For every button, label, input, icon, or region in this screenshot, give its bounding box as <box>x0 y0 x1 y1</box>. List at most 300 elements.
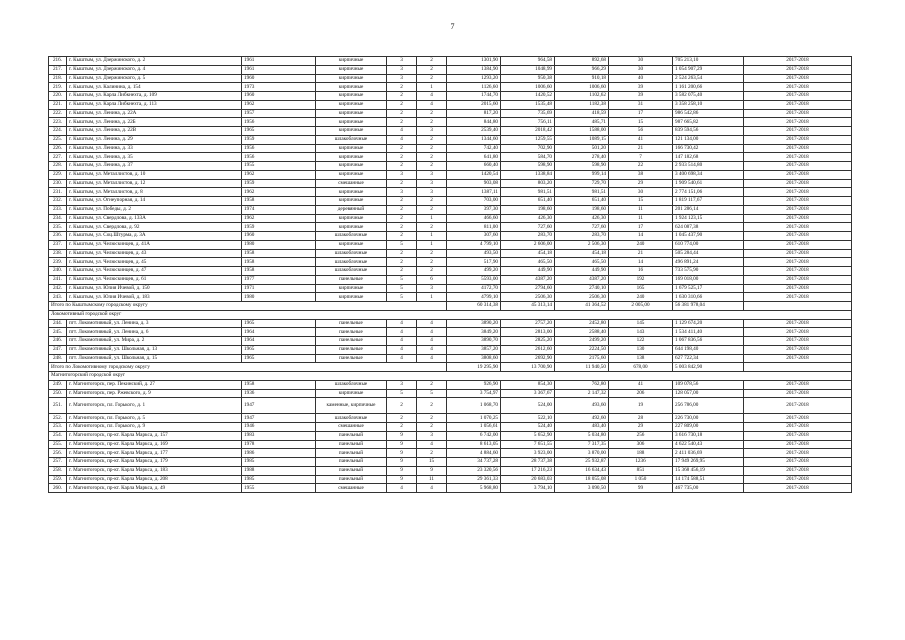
cell-entrances: 9 <box>417 466 447 475</box>
cell-address: г. Кыштым, ул. Победы, д. 2 <box>67 205 242 214</box>
cell-residential-area: 756,11 <box>501 118 555 127</box>
cell-floors: 9 <box>387 440 417 449</box>
cell-entrances: 1 <box>417 240 447 249</box>
cell-total-area: 6 742,00 <box>447 431 501 440</box>
cell-commission-year: 1978 <box>242 440 316 449</box>
cell-commission-year: 1936 <box>242 389 316 398</box>
cell-residents: 30 <box>609 57 673 66</box>
cell-residential-area: 1048,99 <box>501 65 555 74</box>
subtotal-repair-cost: 5 003 842,90 <box>673 363 744 372</box>
cell-commission-year: 1947 <box>242 398 316 414</box>
cell-wall-material: шлакоблочные <box>316 258 387 267</box>
cell-residential-area: 4387,20 <box>501 275 555 284</box>
cell-entrances: 2 <box>417 449 447 458</box>
cell-total-area: 3808,60 <box>447 354 501 363</box>
cell-repair-period: 2017-2018 <box>744 179 852 188</box>
cell-private-area: 2499,20 <box>555 337 609 346</box>
cell-residential-area: 454,18 <box>501 249 555 258</box>
cell-address: г. Кыштым, ул. Челюскинцев, д. 45 <box>67 258 242 267</box>
cell-wall-material: панельный <box>316 458 387 467</box>
table-row <box>49 74 852 83</box>
cell-total-area: 5 968,80 <box>447 484 501 493</box>
cell-residents: 256 <box>609 431 673 440</box>
cell-repair-period: 2017-2018 <box>744 258 852 267</box>
cell-wall-material: шлакоблочные <box>316 267 387 276</box>
table-row <box>49 258 852 267</box>
cell-floors: 2 <box>387 153 417 162</box>
cell-wall-material: кирпичные <box>316 127 387 136</box>
cell-repair-cost: 256 786,00 <box>673 398 744 414</box>
cell-repair-period: 2017-2018 <box>744 275 852 284</box>
cell-repair-cost: 2 411 036,69 <box>673 449 744 458</box>
cell-floors: 2 <box>387 179 417 188</box>
cell-residents: 30 <box>609 188 673 197</box>
cell-repair-period: 2017-2018 <box>744 423 852 432</box>
cell-floors: 5 <box>387 293 417 302</box>
cell-private-area: 1006,60 <box>555 83 609 92</box>
cell-repair-cost: 3 616 730,18 <box>673 431 744 440</box>
cell-private-area: 449,90 <box>555 267 609 276</box>
cell-entrances: 2 <box>417 162 447 171</box>
cell-residential-area: 2692,90 <box>501 354 555 363</box>
subtotal-total-area: 60 314,38 <box>447 302 501 311</box>
cell-residential-area: 198,60 <box>501 205 555 214</box>
cell-address: г. Кыштым, ул. Металлистов, д. 8 <box>67 188 242 197</box>
cell-residential-area: 854,30 <box>501 380 555 389</box>
cell-commission-year: 1965 <box>242 345 316 354</box>
cell-repair-period: 2017-2018 <box>744 144 852 153</box>
cell-residents: 851 <box>609 466 673 475</box>
cell-row-number: 252. <box>49 414 67 423</box>
cell-wall-material: панельный <box>316 475 387 484</box>
cell-commission-year: 1956 <box>242 153 316 162</box>
cell-commission-year: 1955 <box>242 484 316 493</box>
cell-row-number: 228. <box>49 162 67 171</box>
cell-floors: 2 <box>387 223 417 232</box>
cell-residential-area: 651,40 <box>501 197 555 206</box>
cell-floors: 3 <box>387 57 417 66</box>
cell-row-number: 223. <box>49 118 67 127</box>
cell-residential-area: 702,90 <box>501 144 555 153</box>
cell-residential-area: 964,58 <box>501 57 555 66</box>
cell-address: г. Кыштым, ул. Ленина, д. 22А <box>67 109 242 118</box>
cell-repair-cost: 1 819 117,67 <box>673 197 744 206</box>
subtotal-label: Итого по Кыштымскому городскому округу <box>49 302 447 311</box>
table-row <box>49 345 852 354</box>
cell-private-area: 892,68 <box>555 57 609 66</box>
cell-total-area: 499,20 <box>447 267 501 276</box>
cell-total-area: 660,40 <box>447 162 501 171</box>
group-title: Магнитогорский городской округ <box>49 372 852 381</box>
cell-entrances: 4 <box>417 100 447 109</box>
cell-entrances: 2 <box>417 109 447 118</box>
cell-entrances: 4 <box>417 319 447 328</box>
cell-row-number: 260. <box>49 484 67 493</box>
cell-floors: 5 <box>387 284 417 293</box>
cell-row-number: 251. <box>49 398 67 414</box>
cell-total-area: 3890,70 <box>447 337 501 346</box>
cell-residents: 39 <box>609 83 673 92</box>
cell-repair-period: 2017-2018 <box>744 223 852 232</box>
cell-wall-material: каменные, кирпичные <box>316 398 387 414</box>
cell-row-number: 247. <box>49 345 67 354</box>
cell-residents: 11 <box>609 205 673 214</box>
cell-private-area: 4387,20 <box>555 275 609 284</box>
cell-floors: 3 <box>387 65 417 74</box>
cell-wall-material: кирпичные <box>316 153 387 162</box>
cell-repair-period: 2017-2018 <box>744 267 852 276</box>
cell-repair-cost: 1 924 123,15 <box>673 214 744 223</box>
cell-total-area: 1126,60 <box>447 83 501 92</box>
cell-entrances: 2 <box>417 380 447 389</box>
cell-address: г. Кыштым, ул. Свердлова, д. 92 <box>67 223 242 232</box>
cell-row-number: 219. <box>49 83 67 92</box>
table-row <box>49 223 852 232</box>
cell-total-area: 1384,90 <box>447 65 501 74</box>
cell-entrances: 15 <box>417 458 447 467</box>
cell-row-number: 240. <box>49 267 67 276</box>
cell-residential-area: 1006,60 <box>501 83 555 92</box>
cell-residents: 15 <box>609 197 673 206</box>
cell-floors: 2 <box>387 267 417 276</box>
cell-residential-area: 3 923,00 <box>501 449 555 458</box>
cell-wall-material: панельный <box>316 440 387 449</box>
cell-residents: 1236 <box>609 458 673 467</box>
cell-residential-area: 465,50 <box>501 258 555 267</box>
cell-total-area: 2539,40 <box>447 127 501 136</box>
cell-floors: 2 <box>387 258 417 267</box>
table-row <box>49 153 852 162</box>
cell-residents: 165 <box>609 284 673 293</box>
cell-wall-material: панельные <box>316 337 387 346</box>
cell-address: г. Магнитогорск, пр-кт. Карла Маркса, д. 208 <box>67 475 242 484</box>
cell-address: г. Магнитогорск, пр-кт. Карла Маркса, д. 179 <box>67 458 242 467</box>
cell-repair-cost: 467 735,00 <box>673 484 744 493</box>
cell-floors: 4 <box>387 484 417 493</box>
cell-residents: 99 <box>609 484 673 493</box>
cell-residents: 145 <box>609 319 673 328</box>
table-row <box>49 127 852 136</box>
cell-commission-year: 1962 <box>242 188 316 197</box>
cell-total-area: 903,08 <box>447 179 501 188</box>
cell-commission-year: 1958 <box>242 380 316 389</box>
table-row <box>49 466 852 475</box>
cell-floors: 4 <box>387 354 417 363</box>
cell-repair-cost: 169 018,00 <box>673 275 744 284</box>
cell-address: г. Кыштым, ул. Ленина, д. 37 <box>67 162 242 171</box>
table-row <box>49 380 852 389</box>
cell-address: г. Кыштым, ул. Ленина, д. 22В <box>67 127 242 136</box>
cell-floors: 9 <box>387 466 417 475</box>
cell-floors: 4 <box>387 319 417 328</box>
cell-row-number: 220. <box>49 92 67 101</box>
cell-commission-year: 1959 <box>242 179 316 188</box>
cell-private-area: 492,60 <box>555 414 609 423</box>
cell-row-number: 243. <box>49 293 67 302</box>
cell-total-area: 1420,54 <box>447 170 501 179</box>
cell-repair-cost: 2 774 151,06 <box>673 188 744 197</box>
cell-commission-year: 1961 <box>242 57 316 66</box>
cell-wall-material: панельный <box>316 431 387 440</box>
table-row <box>49 440 852 449</box>
cell-private-area: 999,14 <box>555 170 609 179</box>
cell-row-number: 244. <box>49 319 67 328</box>
cell-floors: 2 <box>387 83 417 92</box>
cell-address: г. Кыштым, ул. Калинина, д. 154 <box>67 83 242 92</box>
cell-repair-cost: 733 575,90 <box>673 267 744 276</box>
cell-address: г. Кыштым, ул. Карла Либкнехта, д. 113 <box>67 100 242 109</box>
table-row <box>49 170 852 179</box>
cell-residential-area: 2612,60 <box>501 345 555 354</box>
subtotal-residents: 678,00 <box>609 363 673 372</box>
cell-total-area: 1 068,70 <box>447 398 501 414</box>
cell-repair-period: 2017-2018 <box>744 449 852 458</box>
cell-private-area: 2588,40 <box>555 328 609 337</box>
cell-residents: 39 <box>609 92 673 101</box>
cell-residential-area: 2506,30 <box>501 293 555 302</box>
housing-registry-table <box>48 56 852 493</box>
cell-wall-material: кирпичные <box>316 118 387 127</box>
cell-entrances: 2 <box>417 423 447 432</box>
cell-row-number: 235. <box>49 223 67 232</box>
cell-address: г. Магнитогорск, пер. Ржевского, д. 9 <box>67 389 242 398</box>
cell-private-area: 418,59 <box>555 109 609 118</box>
cell-row-number: 254. <box>49 431 67 440</box>
cell-floors: 3 <box>387 170 417 179</box>
cell-residential-area: 449,90 <box>501 267 555 276</box>
cell-row-number: 218. <box>49 74 67 83</box>
cell-address: г. Кыштым, ул. Металлистов, д. 12 <box>67 179 242 188</box>
cell-wall-material: кирпичные <box>316 144 387 153</box>
cell-entrances: 3 <box>417 127 447 136</box>
cell-wall-material: смешанные <box>316 423 387 432</box>
cell-repair-period: 2017-2018 <box>744 127 852 136</box>
cell-residents: 29 <box>609 179 673 188</box>
cell-repair-cost: 121 134,00 <box>673 135 744 144</box>
cell-wall-material: кирпичные <box>316 92 387 101</box>
cell-total-area: 5593,00 <box>447 275 501 284</box>
cell-wall-material: панельные <box>316 328 387 337</box>
cell-address: г. Магнитогорск, пл. Горького, д. 1 <box>67 398 242 414</box>
cell-repair-cost: 14 174 588,51 <box>673 475 744 484</box>
cell-private-area: 762,80 <box>555 380 609 389</box>
table-row <box>49 319 852 328</box>
table-row <box>49 484 852 493</box>
cell-residential-area: 2794,60 <box>501 284 555 293</box>
cell-row-number: 249. <box>49 380 67 389</box>
cell-row-number: 232. <box>49 197 67 206</box>
cell-entrances: 1 <box>417 232 447 241</box>
table-row <box>49 83 852 92</box>
cell-commission-year: 1964 <box>242 328 316 337</box>
cell-wall-material: кирпичные <box>316 389 387 398</box>
cell-address: пгт. Локомотивный, ул. Школьная, д. 15 <box>67 354 242 363</box>
cell-residents: 206 <box>609 389 673 398</box>
cell-residents: 21 <box>609 144 673 153</box>
cell-commission-year: 1958 <box>242 197 316 206</box>
cell-private-area: 1089,15 <box>555 135 609 144</box>
cell-row-number: 246. <box>49 337 67 346</box>
cell-repair-period: 2017-2018 <box>744 232 852 241</box>
subtotal-empty-cell <box>744 302 852 311</box>
table-row <box>49 431 852 440</box>
cell-address: г. Кыштым, ул. Ленина, д. 35 <box>67 153 242 162</box>
cell-repair-cost: 839 594,56 <box>673 127 744 136</box>
cell-entrances: 2 <box>417 197 447 206</box>
cell-repair-period: 2017-2018 <box>744 414 852 423</box>
subtotal-empty-cell <box>744 363 852 372</box>
cell-address: г. Кыштым, ул. Дзержинского, д. 5 <box>67 74 242 83</box>
cell-commission-year: 1965 <box>242 319 316 328</box>
cell-total-area: 811,00 <box>447 223 501 232</box>
cell-residents: 138 <box>609 354 673 363</box>
cell-private-area: 1102,62 <box>555 92 609 101</box>
cell-row-number: 257. <box>49 458 67 467</box>
cell-total-area: 517,90 <box>447 258 501 267</box>
cell-wall-material: кирпичные <box>316 240 387 249</box>
subtotal-label: Итого по Локомотивному городскому округу <box>49 363 447 372</box>
cell-floors: 4 <box>387 127 417 136</box>
table-row <box>49 354 852 363</box>
cell-entrances: 2 <box>417 135 447 144</box>
cell-row-number: 224. <box>49 127 67 136</box>
subtotal-row <box>49 302 852 311</box>
cell-commission-year: 1959 <box>242 135 316 144</box>
cell-total-area: 742,40 <box>447 144 501 153</box>
cell-repair-cost: 986 542,86 <box>673 109 744 118</box>
cell-total-area: 844,80 <box>447 118 501 127</box>
cell-residential-area: 2813,00 <box>501 328 555 337</box>
cell-repair-cost: 610 774,00 <box>673 240 744 249</box>
cell-repair-period: 2017-2018 <box>744 380 852 389</box>
subtotal-private-area: 41 364,52 <box>555 302 609 311</box>
cell-repair-cost: 1 129 674,20 <box>673 319 744 328</box>
table-row <box>49 214 852 223</box>
cell-entrances: 3 <box>417 170 447 179</box>
cell-row-number: 239. <box>49 258 67 267</box>
table-row <box>49 293 852 302</box>
cell-floors: 4 <box>387 328 417 337</box>
cell-total-area: 397,30 <box>447 205 501 214</box>
cell-wall-material: панельный <box>316 449 387 458</box>
cell-repair-cost: 1 630 310,66 <box>673 293 744 302</box>
cell-private-area: 2175,60 <box>555 354 609 363</box>
table-row <box>49 144 852 153</box>
cell-residents: 14 <box>609 232 673 241</box>
cell-private-area: 493,60 <box>555 398 609 414</box>
cell-entrances: 4 <box>417 354 447 363</box>
table-row <box>49 100 852 109</box>
table-row <box>49 162 852 171</box>
table-row <box>49 240 852 249</box>
cell-repair-cost: 3 358 258,10 <box>673 100 744 109</box>
cell-floors: 2 <box>387 398 417 414</box>
table-row <box>49 449 852 458</box>
cell-residential-area: 17 216,23 <box>501 466 555 475</box>
cell-entrances: 4 <box>417 484 447 493</box>
cell-floors: 2 <box>387 162 417 171</box>
cell-total-area: 3849,20 <box>447 328 501 337</box>
cell-private-area: 2 506,30 <box>555 240 609 249</box>
cell-repair-cost: 15 368 456,19 <box>673 466 744 475</box>
cell-commission-year: 1965 <box>242 127 316 136</box>
cell-repair-cost: 644 198,40 <box>673 345 744 354</box>
cell-residential-area: 727,60 <box>501 223 555 232</box>
cell-total-area: 1 056,61 <box>447 423 501 432</box>
cell-wall-material: шлакоблочные <box>316 232 387 241</box>
cell-repair-cost: 147 182,68 <box>673 153 744 162</box>
subtotal-row <box>49 363 852 372</box>
cell-entrances: 2 <box>417 414 447 423</box>
cell-repair-period: 2017-2018 <box>744 398 852 414</box>
cell-private-area: 2506,30 <box>555 293 609 302</box>
cell-total-area: 2015,60 <box>447 100 501 109</box>
cell-total-area: 493,50 <box>447 249 501 258</box>
cell-floors: 2 <box>387 414 417 423</box>
cell-total-area: 1344,60 <box>447 135 501 144</box>
cell-entrances: 2 <box>417 205 447 214</box>
cell-repair-period: 2017-2018 <box>744 100 852 109</box>
cell-residential-area: 524,00 <box>501 398 555 414</box>
cell-wall-material: шлакоблочные <box>316 414 387 423</box>
cell-repair-period: 2017-2018 <box>744 293 852 302</box>
cell-residential-area: 28 737,38 <box>501 458 555 467</box>
cell-total-area: 4 884,60 <box>447 449 501 458</box>
cell-wall-material: кирпичные <box>316 284 387 293</box>
cell-repair-period: 2017-2018 <box>744 240 852 249</box>
cell-residents: 192 <box>609 275 673 284</box>
cell-row-number: 225. <box>49 135 67 144</box>
cell-residents: 38 <box>609 170 673 179</box>
cell-floors: 5 <box>387 275 417 284</box>
cell-commission-year: 1946 <box>242 423 316 432</box>
cell-row-number: 229. <box>49 170 67 179</box>
cell-row-number: 230. <box>49 179 67 188</box>
cell-commission-year: 1977 <box>242 275 316 284</box>
cell-floors: 4 <box>387 345 417 354</box>
cell-residents: 16 <box>609 267 673 276</box>
cell-commission-year: 1959 <box>242 223 316 232</box>
cell-residents: 41 <box>609 135 673 144</box>
cell-row-number: 259. <box>49 475 67 484</box>
cell-address: г. Магнитогорск, пр-кт. Карла Маркса, д. 169 <box>67 440 242 449</box>
cell-address: г. Кыштым, ул. Челюскинцев, д. 41А <box>67 240 242 249</box>
cell-residential-area: 2018,42 <box>501 127 555 136</box>
cell-repair-period: 2017-2018 <box>744 92 852 101</box>
cell-floors: 3 <box>387 74 417 83</box>
cell-repair-period: 2017-2018 <box>744 214 852 223</box>
cell-commission-year: 1958 <box>242 258 316 267</box>
cell-repair-cost: 201 286,14 <box>673 205 744 214</box>
cell-floors: 2 <box>387 205 417 214</box>
cell-repair-period: 2017-2018 <box>744 153 852 162</box>
cell-entrances: 2 <box>417 258 447 267</box>
cell-total-area: 23 320,56 <box>447 466 501 475</box>
cell-row-number: 236. <box>49 232 67 241</box>
cell-entrances: 4 <box>417 440 447 449</box>
cell-entrances: 2 <box>417 57 447 66</box>
cell-floors: 2 <box>387 118 417 127</box>
table-row <box>49 65 852 74</box>
cell-row-number: 250. <box>49 389 67 398</box>
cell-wall-material: кирпичные <box>316 100 387 109</box>
cell-wall-material: шлакоблочные <box>316 135 387 144</box>
cell-address: г. Магнитогорск, пл. Горького, д. 5 <box>67 414 242 423</box>
cell-commission-year: 1965 <box>242 354 316 363</box>
group-header-row <box>49 372 852 381</box>
cell-residents: 29 <box>609 423 673 432</box>
cell-residential-area: 2757,20 <box>501 319 555 328</box>
